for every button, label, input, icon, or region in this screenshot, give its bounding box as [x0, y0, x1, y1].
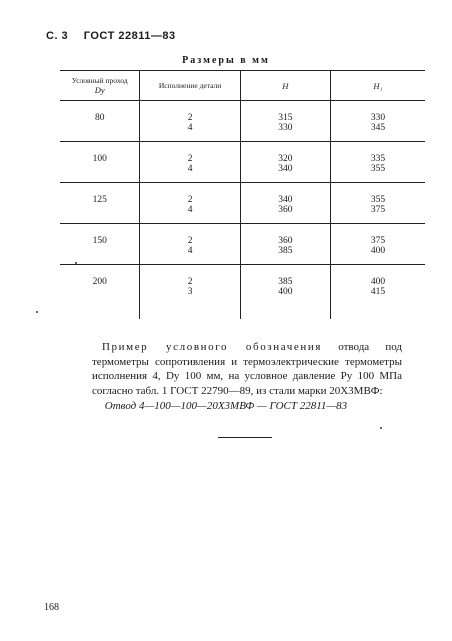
cell-h: 385 400: [240, 265, 330, 320]
cell-h1: 375 400: [330, 224, 425, 265]
table-row: [60, 265, 425, 320]
example-text: отвода под термометры сопротивления и термоэлектрические термометры исполнения 4, Dу 100 мм, на условное давление Ру 100 МПа согласно табл. 1 ГОСТ 22790—89, из стали марки 20Х3МВФ:: [92, 341, 403, 397]
header-nominal-bore: [60, 71, 140, 101]
dimensions-table: [60, 70, 425, 319]
example-designation: Отвод 4—100—100—20Х3МВФ — ГОСТ 22811—83: [104, 400, 348, 412]
cell-h: 315 330: [240, 101, 330, 142]
cell-dy: 125: [60, 183, 140, 224]
scan-speck: [36, 311, 38, 313]
page-number: 168: [44, 602, 59, 613]
cell-execution: 2 3: [140, 265, 240, 320]
table-row: [60, 142, 425, 183]
table-row: [60, 183, 425, 224]
table-row: [60, 224, 425, 265]
cell-execution: 2 4: [140, 183, 240, 224]
cell-execution: 2 4: [140, 142, 240, 183]
header-execution: Исполнение детали: [140, 71, 240, 101]
cell-dy: 150: [60, 224, 140, 265]
standard-code: ГОСТ 22811—83: [83, 30, 176, 42]
header-h: H: [240, 71, 330, 101]
cell-h1: 330 345: [330, 101, 425, 142]
example-paragraph: [92, 340, 402, 398]
cell-h1: 335 355: [330, 142, 425, 183]
cell-h1: 400 415: [330, 265, 425, 320]
cell-dy: 100: [60, 142, 140, 183]
header-nominal-bore-label: Условный проход: [71, 76, 128, 85]
cell-dy: 80: [60, 101, 140, 142]
example-lead: Пример условного обозначения: [102, 341, 323, 353]
cell-execution: 2 4: [140, 224, 240, 265]
scan-speck: [380, 427, 382, 429]
cell-h: 320 340: [240, 142, 330, 183]
table-header-row: [60, 71, 425, 101]
cell-execution: 2 4: [140, 101, 240, 142]
page-header: [46, 30, 188, 42]
header-h1: H₁: [330, 71, 425, 101]
cell-dy: 200: [92, 277, 107, 287]
cell-h: 340 360: [240, 183, 330, 224]
units-caption: Размеры в мм: [182, 55, 270, 66]
cell-h: 360 385: [240, 224, 330, 265]
cell-h1: 355 375: [330, 183, 425, 224]
scan-speck: [75, 262, 77, 264]
header-nominal-bore-symbol: Dу: [94, 85, 105, 95]
section-divider: [218, 437, 272, 438]
table-row: [60, 101, 425, 142]
page-label: С. 3: [46, 30, 69, 42]
